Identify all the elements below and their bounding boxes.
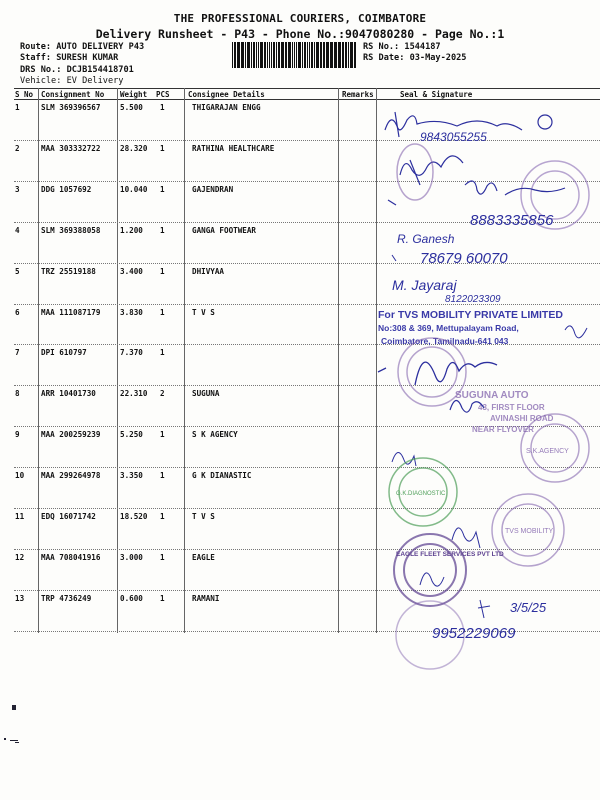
cell-consignment-no: EDQ 16071742 — [41, 512, 96, 521]
signature-row-9 — [392, 452, 416, 466]
stamp-eagle-text: EAGLE FLEET SERVICES PVT LTD — [396, 551, 504, 558]
stamp-tvs-round-text: TVS MOBILITY — [505, 528, 554, 535]
stamp-gk-text: G.K.DIAGNOSTIC — [396, 491, 446, 497]
cell-weight: 28.320 — [120, 143, 148, 153]
cell-consignment-no: MAA 299264978 — [41, 471, 101, 481]
cell-pcs: 1 — [160, 225, 165, 235]
row-divider — [14, 263, 600, 264]
cell-sno: 2 — [15, 143, 20, 153]
cell-pcs: 1 — [160, 348, 165, 358]
cell-weight: 7.370 — [120, 348, 143, 358]
cell-sno: 4 — [15, 225, 20, 235]
cell-pcs: 1 — [160, 103, 165, 112]
stamp-gk-diagnostic — [389, 458, 457, 526]
col-header-signature: Seal & Signature — [400, 90, 473, 99]
col-header-consignment: Consignment No — [41, 90, 105, 99]
handwritten-date-13: 3/5/25 — [510, 600, 547, 615]
runsheet-subtitle: Delivery Runsheet - P43 - Phone No.:9047080280 - Page No.:1 — [95, 27, 505, 41]
cell-weight: 3.350 — [120, 471, 143, 481]
cell-sno: 1 — [15, 103, 20, 112]
stamp-row-7 — [398, 338, 466, 406]
cell-pcs: 1 — [160, 593, 165, 603]
cell-consignee: T V S — [192, 512, 215, 521]
cell-weight: 1.200 — [120, 225, 143, 235]
cell-consignment-no: DDG 1057692 — [41, 184, 92, 194]
cell-consignment-no: MAA 708041916 — [41, 552, 101, 562]
cell-pcs: 1 — [160, 471, 165, 481]
cell-sno: 8 — [15, 389, 20, 399]
drs-number: DRS No.: DCJB154418701 — [20, 65, 134, 75]
svg-text:SUGUNA AUTO: SUGUNA AUTO — [455, 390, 529, 401]
col-divider — [376, 88, 377, 633]
cell-weight: 3.400 — [120, 266, 143, 276]
cell-consignment-no: SLM 369396567 — [41, 103, 101, 112]
cell-weight: 3.000 — [120, 552, 143, 562]
signature-row-3 — [388, 181, 565, 205]
stamp-row-3 — [521, 161, 589, 229]
signature-row-1 — [385, 112, 552, 137]
signature-row-13 — [478, 600, 490, 618]
signature-row-12 — [420, 573, 444, 586]
cell-consignee: THIGARAJAN ENGG — [192, 103, 261, 112]
cell-sno: 3 — [15, 184, 20, 194]
row-divider — [14, 467, 600, 468]
stamp-suguna-auto — [455, 390, 554, 434]
barcode-icon — [232, 42, 356, 68]
row-divider — [14, 590, 600, 591]
table-top-border — [14, 88, 600, 89]
cell-pcs: 1 — [160, 430, 165, 440]
svg-text:No:308 & 369, Mettupalayam Roa: No:308 & 369, Mettupalayam Road, — [378, 323, 519, 333]
handwritten-phone-1: 9843055255 — [420, 130, 487, 144]
cell-consignee: S K AGENCY — [192, 430, 238, 440]
stamp-tvs-mobility — [378, 309, 587, 346]
handwritten-phone-5: 8122023309 — [445, 294, 501, 305]
row-divider — [14, 222, 600, 223]
cell-pcs: 1 — [160, 266, 165, 276]
cell-consignment-no: TRZ 25519188 — [41, 266, 96, 276]
route-label: Route: AUTO DELIVERY P43 — [20, 42, 145, 52]
row-divider — [14, 549, 600, 550]
cell-consignee: T V S — [192, 307, 215, 317]
cell-pcs: 1 — [160, 184, 165, 194]
row-divider — [14, 344, 600, 345]
cell-weight: 0.600 — [120, 593, 143, 603]
signature-row-8 — [450, 400, 484, 412]
svg-text:For TVS MOBILITY PRIVATE LIMIT: For TVS MOBILITY PRIVATE LIMITED — [378, 309, 563, 321]
rs-number: RS No.: 1544187 — [363, 42, 441, 52]
company-title: THE PROFESSIONAL COURIERS, COIMBATORE — [173, 12, 427, 25]
vehicle-label: Vehicle: EV Delivery — [20, 76, 124, 86]
col-header-consignee: Consignee Details — [188, 90, 265, 99]
cell-consignee: GAJENDRAN — [192, 184, 234, 194]
signature-row-7 — [378, 362, 497, 385]
cell-consignee: SUGUNA — [192, 389, 220, 399]
cell-consignee: RAMANI — [192, 593, 220, 603]
signature-row-11 — [452, 528, 480, 548]
svg-text:Coimbatore, Tamilnadu-641 043: Coimbatore, Tamilnadu-641 043 — [381, 336, 509, 346]
cell-consignee: G K DIANASTIC — [192, 471, 252, 481]
cell-weight: 18.520 — [120, 512, 148, 521]
staff-label: Staff: SURESH KUMAR — [20, 53, 119, 63]
row-divider — [14, 385, 600, 386]
stamp-eagle-fleet — [394, 534, 466, 606]
cell-pcs: 1 — [160, 552, 165, 562]
col-header-pcs: PCS — [156, 90, 170, 99]
cell-consignment-no: ARR 10401730 — [41, 389, 96, 399]
scan-specks — [0, 0, 40, 800]
cell-consignee: RATHINA HEALTHCARE — [192, 143, 275, 153]
col-divider — [117, 88, 118, 633]
cell-sno: 13 — [15, 593, 25, 603]
cell-consignee: EAGLE — [192, 552, 215, 562]
cell-sno: 5 — [15, 266, 20, 276]
handwritten-phone-3: 8883335856 — [470, 212, 554, 229]
rs-date: RS Date: 03-May-2025 — [363, 53, 467, 63]
cell-weight: 22.310 — [120, 389, 148, 399]
row-divider — [14, 181, 600, 182]
col-divider — [338, 88, 339, 633]
handwritten-name-5: M. Jayaraj — [392, 277, 457, 293]
cell-sno: 9 — [15, 430, 20, 440]
svg-text:43, FIRST FLOOR: 43, FIRST FLOOR — [478, 403, 545, 412]
cell-sno: 12 — [15, 552, 25, 562]
cell-consignment-no: TRP 4736249 — [41, 593, 92, 603]
row-divider — [14, 508, 600, 509]
handwritten-name-4: R. Ganesh — [397, 232, 455, 246]
cell-consignment-no: DPI 610797 — [41, 348, 87, 358]
table-header-border — [14, 99, 600, 100]
cell-sno: 7 — [15, 348, 20, 358]
stamp-sk-agency — [521, 414, 589, 482]
handwritten-phone-13: 9952229069 — [432, 625, 516, 642]
cell-pcs: 1 — [160, 143, 165, 153]
cell-weight: 5.500 — [120, 103, 143, 112]
row-divider — [14, 140, 600, 141]
cell-consignee: DHIVYAA — [192, 266, 225, 276]
cell-weight: 3.830 — [120, 307, 143, 317]
col-header-weight: Weight — [120, 90, 148, 99]
cell-consignment-no: MAA 200259239 — [41, 430, 101, 440]
cell-consignment-no: MAA 303332722 — [41, 143, 101, 153]
cell-sno: 11 — [15, 512, 25, 521]
cell-consignment-no: SLM 369388058 — [41, 225, 101, 235]
cell-pcs: 1 — [160, 512, 165, 521]
row-divider — [14, 304, 600, 305]
handwritten-phone-4: 78679 60070 — [420, 250, 508, 267]
cell-sno: 10 — [15, 471, 25, 481]
stamp-sk-agency-text: S.K.AGENCY — [526, 448, 569, 455]
stamp-row-2 — [397, 144, 433, 200]
row-divider — [14, 426, 600, 427]
cell-pcs: 1 — [160, 307, 165, 317]
tick-mark-row-4 — [392, 255, 396, 261]
stamp-tvs-round — [492, 494, 564, 566]
cell-consignee: GANGA FOOTWEAR — [192, 225, 257, 235]
col-header-sno: S No — [15, 90, 34, 99]
row-divider — [14, 631, 600, 632]
cell-weight: 10.040 — [120, 184, 148, 194]
col-divider — [184, 88, 185, 633]
svg-text:AVINASHI ROAD: AVINASHI ROAD — [490, 414, 554, 423]
svg-text:NEAR FLYOVER: NEAR FLYOVER — [472, 425, 534, 434]
cell-weight: 5.250 — [120, 430, 143, 440]
col-header-remarks: Remarks — [342, 90, 374, 99]
cell-pcs: 2 — [160, 389, 165, 399]
cell-sno: 6 — [15, 307, 20, 317]
stamp-row-13 — [396, 601, 464, 669]
cell-consignment-no: MAA 111087179 — [41, 307, 101, 317]
